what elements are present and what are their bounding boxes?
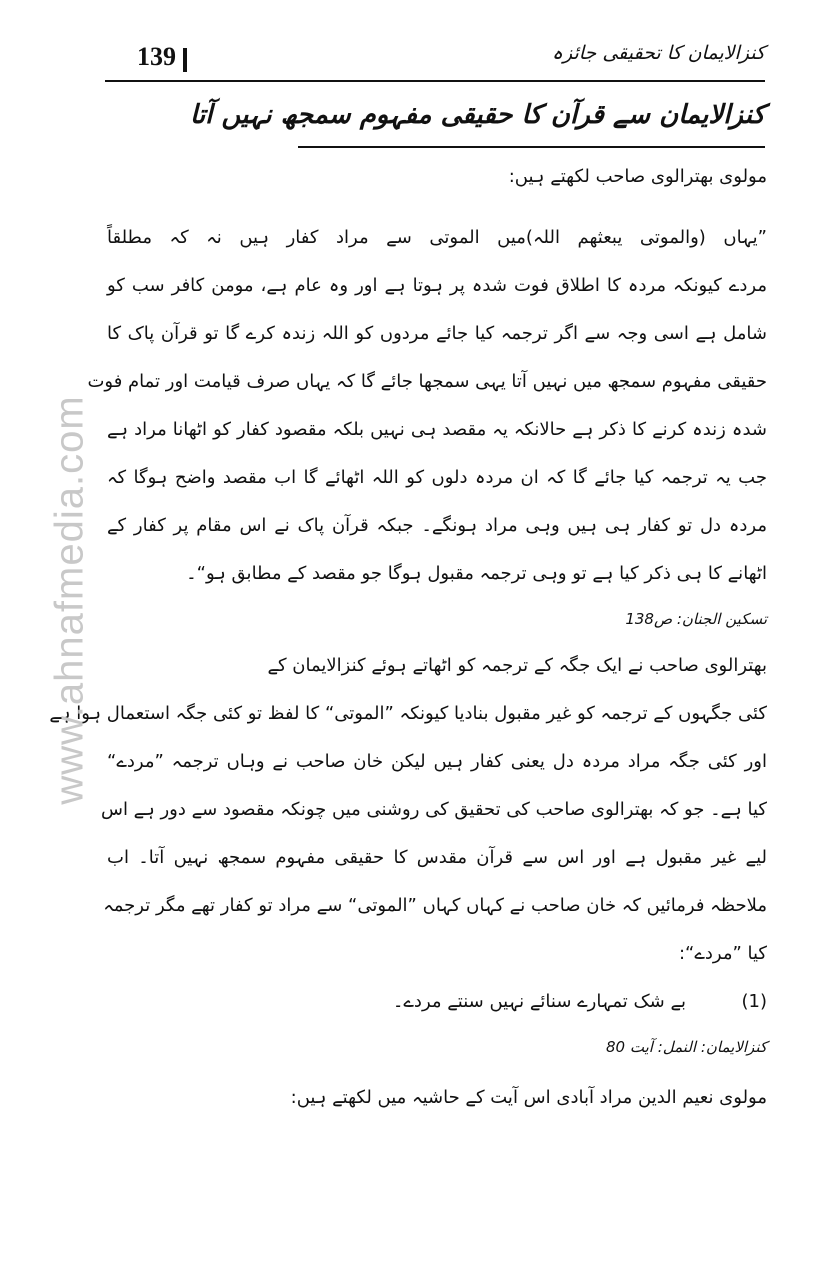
quote-line: اٹھانے کا ہی ذکر کیا ہے تو وہی ترجمہ مقبول ہوگا جو مقصد کے مطابق ہو“۔	[186, 563, 767, 584]
running-header	[105, 38, 765, 78]
closing-line: مولوی نعیم الدین مراد آبادی اس آیت کے حاشیہ میں لکھتے ہیں:	[290, 1087, 767, 1108]
heading-underline	[298, 146, 765, 148]
example-text: بے شک تمہارے سنائے نہیں سنتے مردے۔	[392, 991, 687, 1012]
quote-line: مردے کیونکہ مردہ کا اطلاق فوت شدہ پر ہوتا ہے اور وہ عام ہے، مومن کافر سب کو	[107, 275, 767, 296]
quote-line: شامل ہے اسی وجہ سے اگر ترجمہ کیا جائے مردوں کو اللہ زندہ کرے گا تو قرآن پاک کا	[107, 323, 767, 344]
body-line: کیا ”مردے“:	[678, 943, 767, 964]
quote-line: جب یہ ترجمہ کیا جائے گا کہ ان مردہ دلوں کو اللہ اٹھائے گا اب مقصد واضح ہوگا کہ	[107, 467, 767, 488]
page-number-separator	[183, 48, 187, 72]
watermark: www.ahnafmedia.com	[47, 395, 92, 805]
page-number: 139	[137, 42, 176, 71]
quote-line: شدہ زندہ کرنے کا ذکر ہے حالانکہ یہ مقصد ہی نہیں بلکہ مقصود کفار کو اٹھانا مراد ہے	[107, 419, 767, 440]
body-line: بھترالوی صاحب نے ایک جگہ کے ترجمہ کو اٹھاتے ہوئے کنزالایمان کے	[267, 655, 767, 676]
intro-line: مولوی بھترالوی صاحب لکھتے ہیں:	[508, 166, 767, 187]
quote-line: مردہ دل تو کفار ہی ہیں وہی مراد ہونگے۔ جبکہ قرآن پاک نے اس مقام پر کفار کے	[107, 515, 767, 536]
body-line: ملاحظہ فرمائیں کہ خان صاحب نے کہاں کہاں ”الموتی“ سے مراد تو کفار تھے مگر ترجمہ	[103, 895, 767, 916]
section-heading: کنزالایمان سے قرآن کا حقیقی مفہوم سمجھ نہیں آتا	[190, 100, 765, 130]
header-divider	[105, 80, 765, 82]
body-line: کیا ہے۔ جو کہ بھترالوی صاحب کی تحقیق کی روشنی میں چونکہ مقصود سے دور ہے اس	[100, 799, 767, 820]
quote-line: حقیقی مفہوم سمجھ میں نہیں آتا یہی سمجھا جائے گا کہ یہاں صرف قیامت اور تمام فوت	[87, 371, 767, 392]
example-item	[107, 988, 767, 1018]
example-reference: کنزالایمان: النمل: آیت 80	[606, 1038, 767, 1056]
book-title: کنزالایمان کا تحقیقی جائزہ	[551, 42, 765, 64]
quote-line: ”یہاں (والموتی یبعثھم اللہ)میں الموتی سے مراد کفار ہیں نہ کہ مطلقاً	[107, 227, 767, 248]
quote-reference: تسکین الجنان: ص138	[625, 610, 767, 628]
body-line: کئی جگہوں کے ترجمہ کو غیر مقبول بنادیا کیونکہ ”الموتی“ کا لفظ تو کئی جگہ استعمال ہوا ہے	[49, 703, 767, 724]
body-line: لیے غیر مقبول ہے اور اس سے قرآن مقدس کا حقیقی مفہوم سمجھ نہیں آتا۔ اب	[107, 847, 767, 868]
body-line: اور کئی جگہ مراد مردہ دل یعنی کفار ہیں لیکن خان صاحب نے وہاں ترجمہ ”مردے“	[107, 751, 767, 772]
example-number: (1)	[741, 991, 767, 1012]
